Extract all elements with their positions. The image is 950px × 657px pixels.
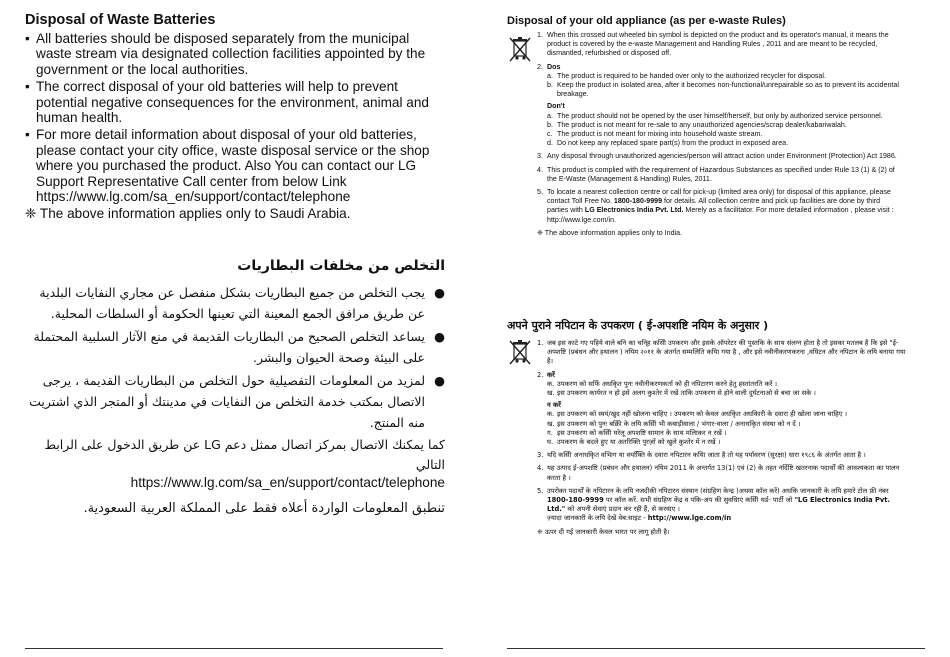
ewaste-point-1: 1. When this crossed out wheeled bin symbol is depicted on the product and its operator's manual, it means the product is covered by the e-waste Management and Handling Rules , 2011 and are meant to be recycled, dismantled, refurbished or disposed off. [537, 31, 889, 58]
list-item: ● لمزيد من المعلومات التفصيلية حول التخلص من البطاريات القديمة ، يرجى الاتصال بمكتب خدمة التخلص من النفايات في مدينتك أو المتجر الذي اشتريت منه المنتج. [29, 373, 445, 430]
hindi-dos-label: करें [547, 370, 555, 379]
arabic-title: التخلص من مخلفات البطاريات [237, 258, 445, 274]
list-item: d. Do not keep any replaced spare part(s) from the product in exposed area. [547, 139, 789, 148]
ewaste-english-section [507, 15, 902, 238]
list-item: • All batteries should be disposed separately from the municipal waste stream via designated collection facilities appointed by the government or the local authorities. [25, 31, 426, 77]
ewaste-point-3: 3. Any disposal through unauthorized agencies/person will attract action under Environment (Protection) Act 1986. [537, 152, 897, 161]
list-item: b. The product is not meant for re-sale to any unauthorized agencies/scrap dealer/kabariwalah. [547, 120, 847, 129]
ewaste-point-5: 5. To locate a nearest collection centre or call for pick-up (limited area only) for disposal of this appliance, please contact Toll Free No. 1800-180-9999 for details. All collection centre and pick up facilities are done by third parties with LG Electronics India Pvt. Ltd. Merely as a facilitator. For more detailed information , please visit : http://www.lge.com/in. [537, 188, 894, 224]
support-url: https://www.lg.com/sa_en/support/contact/telephone [130, 475, 445, 490]
list-item: a. The product is required to be handed over only to the authorized recycler for disposal. [547, 71, 826, 80]
hindi-company-name: "LG Electronics India Pvt. Ltd." [547, 496, 890, 514]
list-item: ● يساعد التخلص الصحيح من البطاريات القديمة في منع الآثار السلبية المحتملة على البيئة وصحة الحيوان والبشر. [33, 329, 445, 365]
company-name: LG Electronics India Pvt. Ltd. [584, 206, 684, 215]
india-note: ❈ The above information applies only to India. [537, 228, 683, 237]
list-item: b. Keep the product in isolated area, after it becomes non-functional/unrepairable so as to prevent its accidental breakage. [547, 81, 899, 99]
arabic-battery-section [25, 258, 445, 519]
hindi-website-url: http://www.lge.com/in [647, 514, 732, 523]
list-item: घ. उपकरण के बदले हुए या अतरिक्ति पुरज़ों को खुले कुश्तेर में न रखें । [547, 438, 721, 447]
dos-label: Dos [547, 62, 561, 71]
battery-disposal-title: Disposal of Waste Batteries [25, 12, 216, 28]
battery-disposal-section [25, 12, 445, 222]
arabic-contact-line: كما يمكنك الاتصال بمركز اتصال ممثل دعم LG عن طريق الدخول على الرابط التالي [44, 437, 445, 472]
left-bottom-rule [25, 648, 443, 649]
toll-free-number: 1800-180-9999 [613, 197, 663, 206]
list-item: a. The product should not be opened by the user himself/herself, but only by authorized service personnel. [547, 111, 883, 120]
list-item: • The correct disposal of your old batteries will help to prevent potential negative consequences for the environment, animal and human health. [25, 79, 429, 126]
hindi-point-5: 5. उपरोक्त पदार्थों के नपिटारन के लयि नजदीकी नपिटारन संस्थान (संग्रहिण केन्द्र )अथवा कॉल करें) अधकि जानकारी के लयि हमारे टोल फ्री नंबर 1800-180-9999 पर कॉल करें. सभी संग्रहिण केंद्र व पकि-अप की सुवधिाएं कसिी थर्ड- पार्टी जो "LG Electronics India Pvt. Ltd." को अपनी सेवाएं प्रदान कर रही हैं, से करवाए । ज़्यादा जानकारी के लयि देखें वेब:साइट - http://www.lge.com/in [537, 486, 890, 523]
list-item: • For more detail information about disposal of your old batteries, please contact your city office, waste disposal service or the shop where you purchased the product. Also You can contact our LG Support Representative Call center from below Link https://www.lg.com/sa_en/support/contact/telephone [25, 127, 430, 205]
crossed-bin-icon [507, 35, 533, 63]
list-item: c. The product is not meant for mixing into household waste stream. [547, 130, 763, 139]
ewaste-hindi-section [507, 318, 907, 537]
hindi-point-2: 2. करें क. उपकरण को सर्फि अधकिृत पुनः नवीनीकरणकर्ता को ही नपिटारण करने हेतु हस्तांतरति करें । ख. इस उपकरण कार्यरत न हो इसे अलग कुश्तेर में रखें ताकि उपकरण से होने वाली दुर्घटनाओ से बचा जा सके । न करें क. इस उपकरण को स्वयं/खुद नहीं खोलना चाहिए । उपकरण को केवल अधकिृत अधकिारी के दवारा ही खोला जाना चाहिए । ख. इस उपकरण को पुनः बक्रिी के लयि कसिी भी कबाड़ीवाला / भंगार-वाला / अनाधकिृत संस्था को न दें । ग. इस उपकरण को कसिी घरेलू अपशष्टि सामान के साथ मलिाकर न रखें । घ. उपकरण के बदले हुए या अतरिक्ति पुरज़ों को खुले कुश्तेर में न रखें । [537, 371, 907, 448]
hindi-donts-label: न करें [547, 401, 561, 410]
list-item: ग. इस उपकरण को कसिी घरेलू अपशष्टि सामान के साथ मलिाकर न रखें । [547, 428, 727, 437]
ewaste-title: Disposal of your old appliance (as per e-waste Rules) [507, 15, 786, 27]
hindi-point-4: 4. यह उत्पाद ई-अपशष्टि (प्रबंधन और हथालन) नयिम 2011 के अन्तर्गत 13(1) एवं (2) के तहत नर्दिष्टि खतरनाक पदार्थों की आवश्यकता का पालन करता है । [537, 464, 900, 482]
arabic-note: تنطبق المعلومات الواردة أعلاه فقط على المملكة العربية السعودية. [83, 501, 445, 516]
donts-label: Don't [547, 102, 565, 111]
hindi-point-3: 3. यदि कसिी अनाधकिृत वभिाग या वयक्तिि के दवारा नपिटारन कयिा जाता है तो यह पर्यावरण (सुरक्षा) धारा १९८६ के अंतर्गत आता है । [537, 451, 866, 460]
hindi-toll-free-number: 1800-180-9999 [547, 496, 604, 505]
list-item: क. उपकरण को सर्फि अधकिृत पुनः नवीनीकरणकर्ता को ही नपिटारण करने हेतु हस्तांतरति करें । [547, 379, 778, 388]
list-item: ख. इस उपकरण कार्यरत न हो इसे अलग कुश्तेर में रखें ताकि उपकरण से होने वाली दुर्घटनाओ से बचा जा सके । [547, 389, 816, 398]
battery-bullet-list [25, 31, 445, 204]
list-item: ख. इस उपकरण को पुनः बक्रिी के लयि कसिी भी कबाड़ीवाला / भंगार-वाला / अनाधकिृत संस्था को न दें । [547, 419, 801, 428]
crossed-bin-icon [507, 338, 533, 366]
saudi-note: ❈ The above information applies only to Saudi Arabia. [25, 206, 351, 222]
list-item: क. इस उपकरण को स्वयं/खुद नहीं खोलना चाहिए । उपकरण को केवल अधकिृत अधकिारी के दवारा ही खोला जाना चाहिए । [547, 410, 847, 419]
hindi-title: अपने पुराने नपिटान के उपकरण ( ई-अपशष्टि नयिम के अनुसार ) [507, 319, 769, 332]
hindi-point-1: 1. जब इस काटे गए पहिये वाले बनि का चनि्ह कसिी उपकरण और इसके ऑपरेटर की पुस्तकि के साथ संलग्न होता है तो इसका मतलब है कि इसे "ई- अपशष्टि (प्रबंधन और हथालन ) नयिम २०११ के अंतर्गत सम्मलिति कयिा गया है , और इसे नवीनीकरणकरना ,वघिटन और नपिटान के लयि बनाया गया है। [537, 339, 906, 366]
hindi-india-note: ❈ ऊपर दी गई जानकारी केवल भारत पर लागू होती है। [537, 527, 670, 536]
ewaste-point-2: 2. Dos a. The product is required to be handed over only to the authorized recycler for disposal. b. Keep the product in isolated area, after it becomes non-functional/unrepairable so as to prevent its accidental breakage. Don't a. The product should not be opened by the user himself/herself, but only by authorized service personnel. b. The product is not meant for re-sale to any unauthorized agencies/scrap dealer/kabariwalah. c. The product is not meant for mixing into household waste stream. d. Do not keep any replaced spare part(s) from the product in exposed area. [537, 63, 902, 149]
list-item: ● يجب التخلص من جميع البطاريات بشكل منفصل عن مجاري النفايات البلدية عن طريق مرافق الجمع المعينة التي تعينها الحكومة أو السلطات المحلية. [39, 285, 445, 321]
right-bottom-rule [507, 648, 925, 649]
ewaste-point-4: 4. This product is complied with the requirement of Hazardous Substances as specified under Rule 13 (1) & (2) of the E-Waste (Management & Handling) Rules, 2011. [537, 165, 895, 183]
